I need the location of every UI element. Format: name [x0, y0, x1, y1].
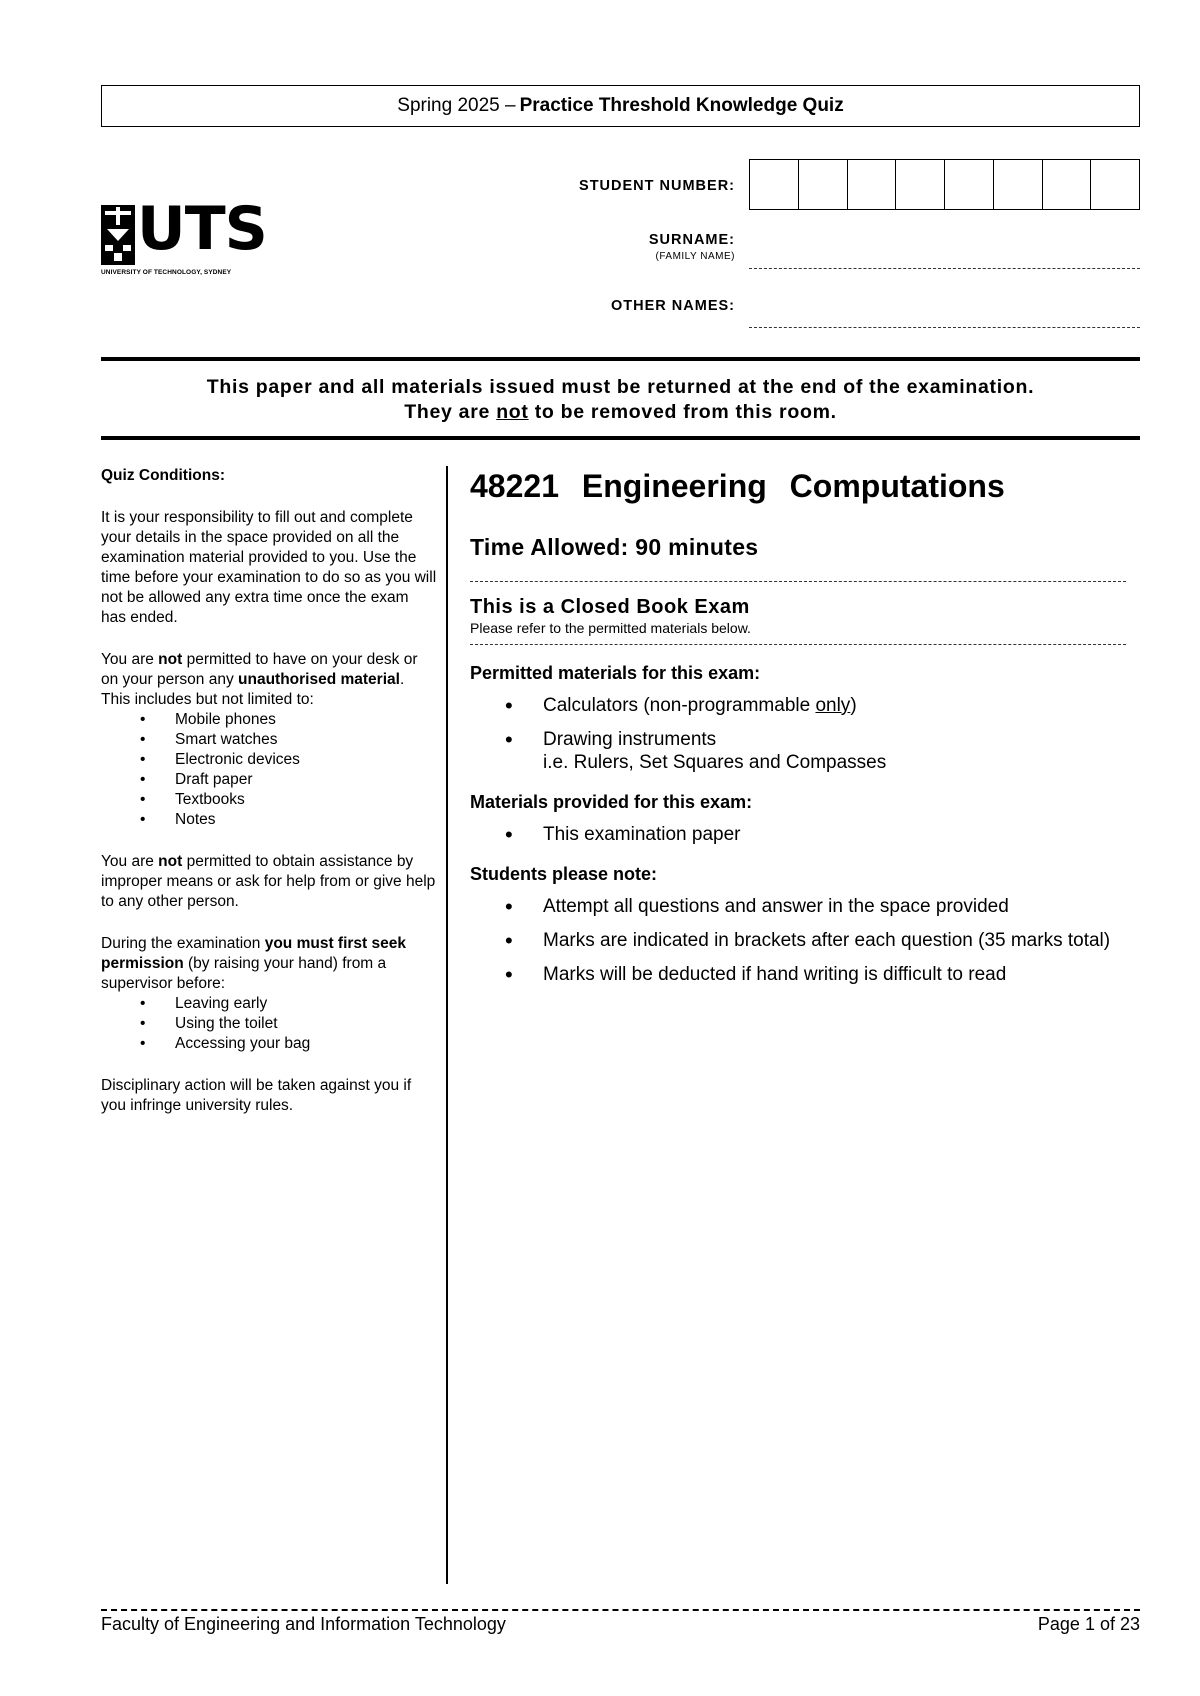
- list-item: • Notes: [175, 810, 437, 830]
- list-item: [543, 728, 1126, 774]
- provided-list: [470, 823, 1126, 846]
- list-item: • Electronic devices: [175, 750, 437, 770]
- list-item: • Accessing your bag: [175, 1034, 437, 1054]
- other-names-field[interactable]: [749, 327, 1140, 328]
- emphasis: only: [815, 695, 851, 716]
- student-number-box[interactable]: [994, 160, 1043, 209]
- surname-label: SURNAME:: [648, 232, 735, 248]
- emphasis: not: [158, 651, 183, 668]
- student-number-box[interactable]: [896, 160, 945, 209]
- student-number-box[interactable]: [750, 160, 799, 209]
- divider-rule: [101, 436, 1140, 440]
- list-item: • This examination paper: [543, 823, 1126, 846]
- text: permitted to obtain assistance by improper means or ask for help from or give help to any other person.: [101, 853, 436, 910]
- notice-line-1: This paper and all materials issued must be returned at the end of the examination.: [206, 376, 1035, 398]
- notes-heading: Students please note:: [470, 864, 658, 884]
- list-item: • Using the toilet: [175, 1014, 437, 1034]
- logo-subtitle: UNIVERSITY OF TECHNOLOGY, SYDNEY: [101, 269, 232, 276]
- notes-list: [470, 895, 1126, 986]
- footer-faculty: Faculty of Engineering and Information Technology: [101, 1614, 506, 1634]
- student-number-label: STUDENT NUMBER:: [579, 178, 735, 194]
- uts-crest-icon: [101, 205, 137, 265]
- header-term: Spring 2025 –: [397, 95, 516, 116]
- surname-sublabel: (FAMILY NAME): [655, 251, 735, 262]
- header-quiz-title: Practice Threshold Knowledge Quiz: [519, 95, 844, 116]
- list-item: • Draft paper: [175, 770, 437, 790]
- other-names-label: OTHER NAMES:: [611, 298, 735, 314]
- student-number-box[interactable]: [1091, 160, 1139, 209]
- list-item: • Mobile phones: [175, 710, 437, 730]
- surname-field[interactable]: [749, 268, 1140, 269]
- footer-rule: [101, 1609, 1140, 1611]
- conditions-paragraph: It is your responsibility to fill out and complete your details in the space provided on all the examination material provided to you. Use the time before your examination to do so as you will not be allowed any extra time once the exam has ended.: [101, 509, 437, 626]
- text: permitted to have on your desk or on your person any: [101, 651, 418, 688]
- dashed-rule: [470, 644, 1126, 645]
- uts-logo: [101, 194, 267, 281]
- time-allowed: Time Allowed: 90 minutes: [470, 534, 759, 560]
- text: You are: [101, 651, 159, 668]
- emphasis: you must first seek permission: [101, 935, 406, 972]
- student-number-box[interactable]: [848, 160, 897, 209]
- list-item: • Attempt all questions and answer in the space provided: [543, 895, 1126, 918]
- conditions-paragraph: [101, 650, 437, 710]
- student-number-box[interactable]: [799, 160, 848, 209]
- conditions-paragraph: Disciplinary action will be taken against you if you infringe university rules.: [101, 1077, 412, 1114]
- text: (by raising your hand) from a supervisor before:: [101, 955, 387, 992]
- student-number-box[interactable]: [1043, 160, 1092, 209]
- column-divider: [446, 466, 448, 1584]
- conditions-paragraph: [101, 852, 437, 912]
- footer-page-number: Page 1 of 23: [1037, 1614, 1140, 1634]
- text: ): [850, 695, 857, 716]
- notice-line-2: [101, 401, 1140, 424]
- text: Drawing instruments: [543, 729, 717, 750]
- list-item: • Leaving early: [175, 994, 437, 1014]
- emphasis: not: [158, 853, 183, 870]
- list-item: [543, 694, 1126, 717]
- text: i.e. Rulers, Set Squares and Compasses: [543, 752, 887, 773]
- text: During the examination: [101, 935, 265, 952]
- student-number-boxes[interactable]: [749, 159, 1140, 210]
- text: Calculators (non-programmable: [543, 695, 816, 716]
- quiz-conditions: [101, 466, 437, 1138]
- closed-book-title: This is a Closed Book Exam: [470, 596, 750, 618]
- permitted-heading: Permitted materials for this exam:: [470, 663, 761, 683]
- notice-emphasis: not: [496, 401, 529, 423]
- header-box: [101, 85, 1140, 127]
- exam-details: [470, 466, 1126, 997]
- notice-text: They are: [404, 401, 497, 423]
- conditions-heading: Quiz Conditions:: [101, 467, 225, 484]
- prohibited-list: [101, 710, 437, 830]
- notice-text: to be removed from this room.: [528, 401, 837, 423]
- permission-list: [101, 994, 437, 1054]
- divider-rule: [101, 357, 1140, 361]
- emphasis: unauthorised material: [238, 671, 400, 688]
- list-item: • Textbooks: [175, 790, 437, 810]
- conditions-paragraph: [101, 934, 437, 994]
- provided-heading: Materials provided for this exam:: [470, 792, 753, 812]
- text: You are: [101, 853, 159, 870]
- text: . This includes but not limited to:: [101, 671, 405, 708]
- list-item: • Smart watches: [175, 730, 437, 750]
- list-item: • Marks will be deducted if hand writing is difficult to read: [543, 963, 1126, 986]
- logo-wordmark: UTS: [137, 194, 267, 264]
- dashed-rule: [470, 581, 1126, 582]
- student-number-box[interactable]: [945, 160, 994, 209]
- list-item: • Marks are indicated in brackets after each question (35 marks total): [543, 929, 1126, 952]
- course-title: 48221 Engineering Computations: [470, 468, 1005, 504]
- permitted-list: [470, 694, 1126, 774]
- closed-book-subtitle: Please refer to the permitted materials below.: [470, 620, 751, 636]
